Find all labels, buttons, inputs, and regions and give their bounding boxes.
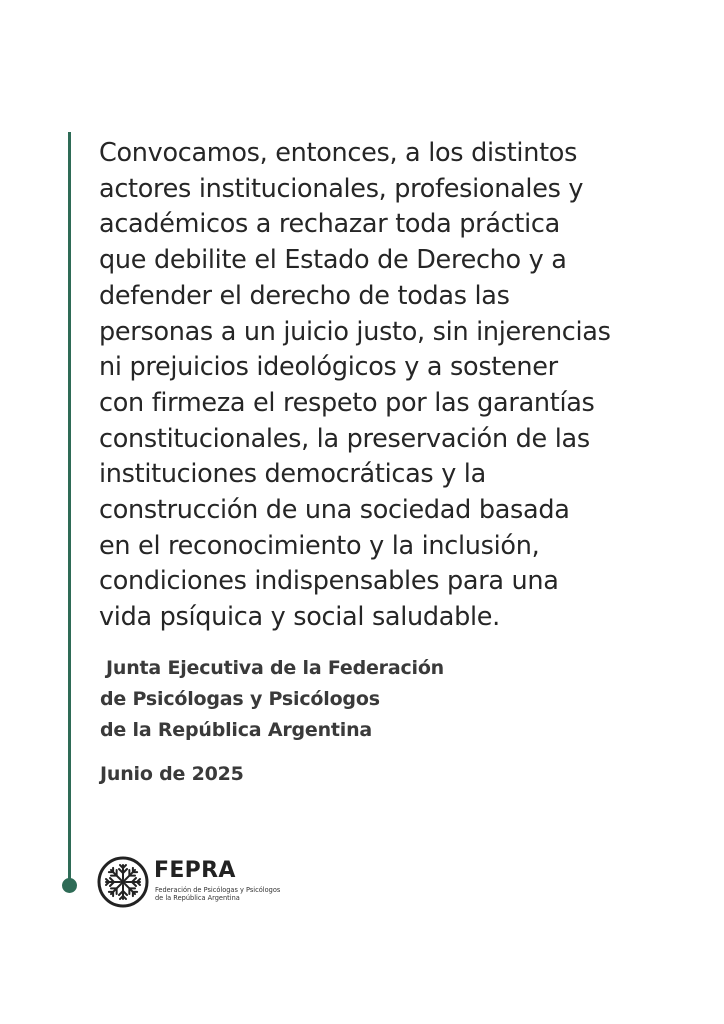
document-date: Junio de 2025 [100,763,244,785]
fepra-logo [97,856,297,912]
signature-block [99,653,444,746]
accent-dot [62,878,77,893]
logo-subtitle [155,886,280,902]
statement-paragraph: Convocamos, entonces, a los distintos actores institucionales, profesionales y académicos a rechazar toda práctica que debilite el Estado de Derecho y a defender el derecho de todas las personas a un juicio justo, sin injerencias ni prejuicios ideológicos y a sostener con firmeza el respeto por las garantías constitucionales, la preservación de las instituciones democráticas y la construcción de una sociedad basada en el reconocimiento y la inclusión, condiciones indispensables para una vida psíquica y social saludable. [99,138,611,633]
fepra-emblem-icon [97,856,149,908]
signature-line-1: Junta Ejecutiva de la Federación [106,657,445,679]
signature-line-3: de la República Argentina [100,719,373,741]
signature-line-2: de Psicólogas y Psicólogos [100,688,380,710]
logo-subtitle-line-2: de la República Argentina [155,894,240,902]
logo-wordmark: FEPRA [154,858,236,883]
accent-vertical-line [68,132,71,884]
logo-subtitle-line-1: Federación de Psicólogas y Psicólogos [155,886,281,894]
